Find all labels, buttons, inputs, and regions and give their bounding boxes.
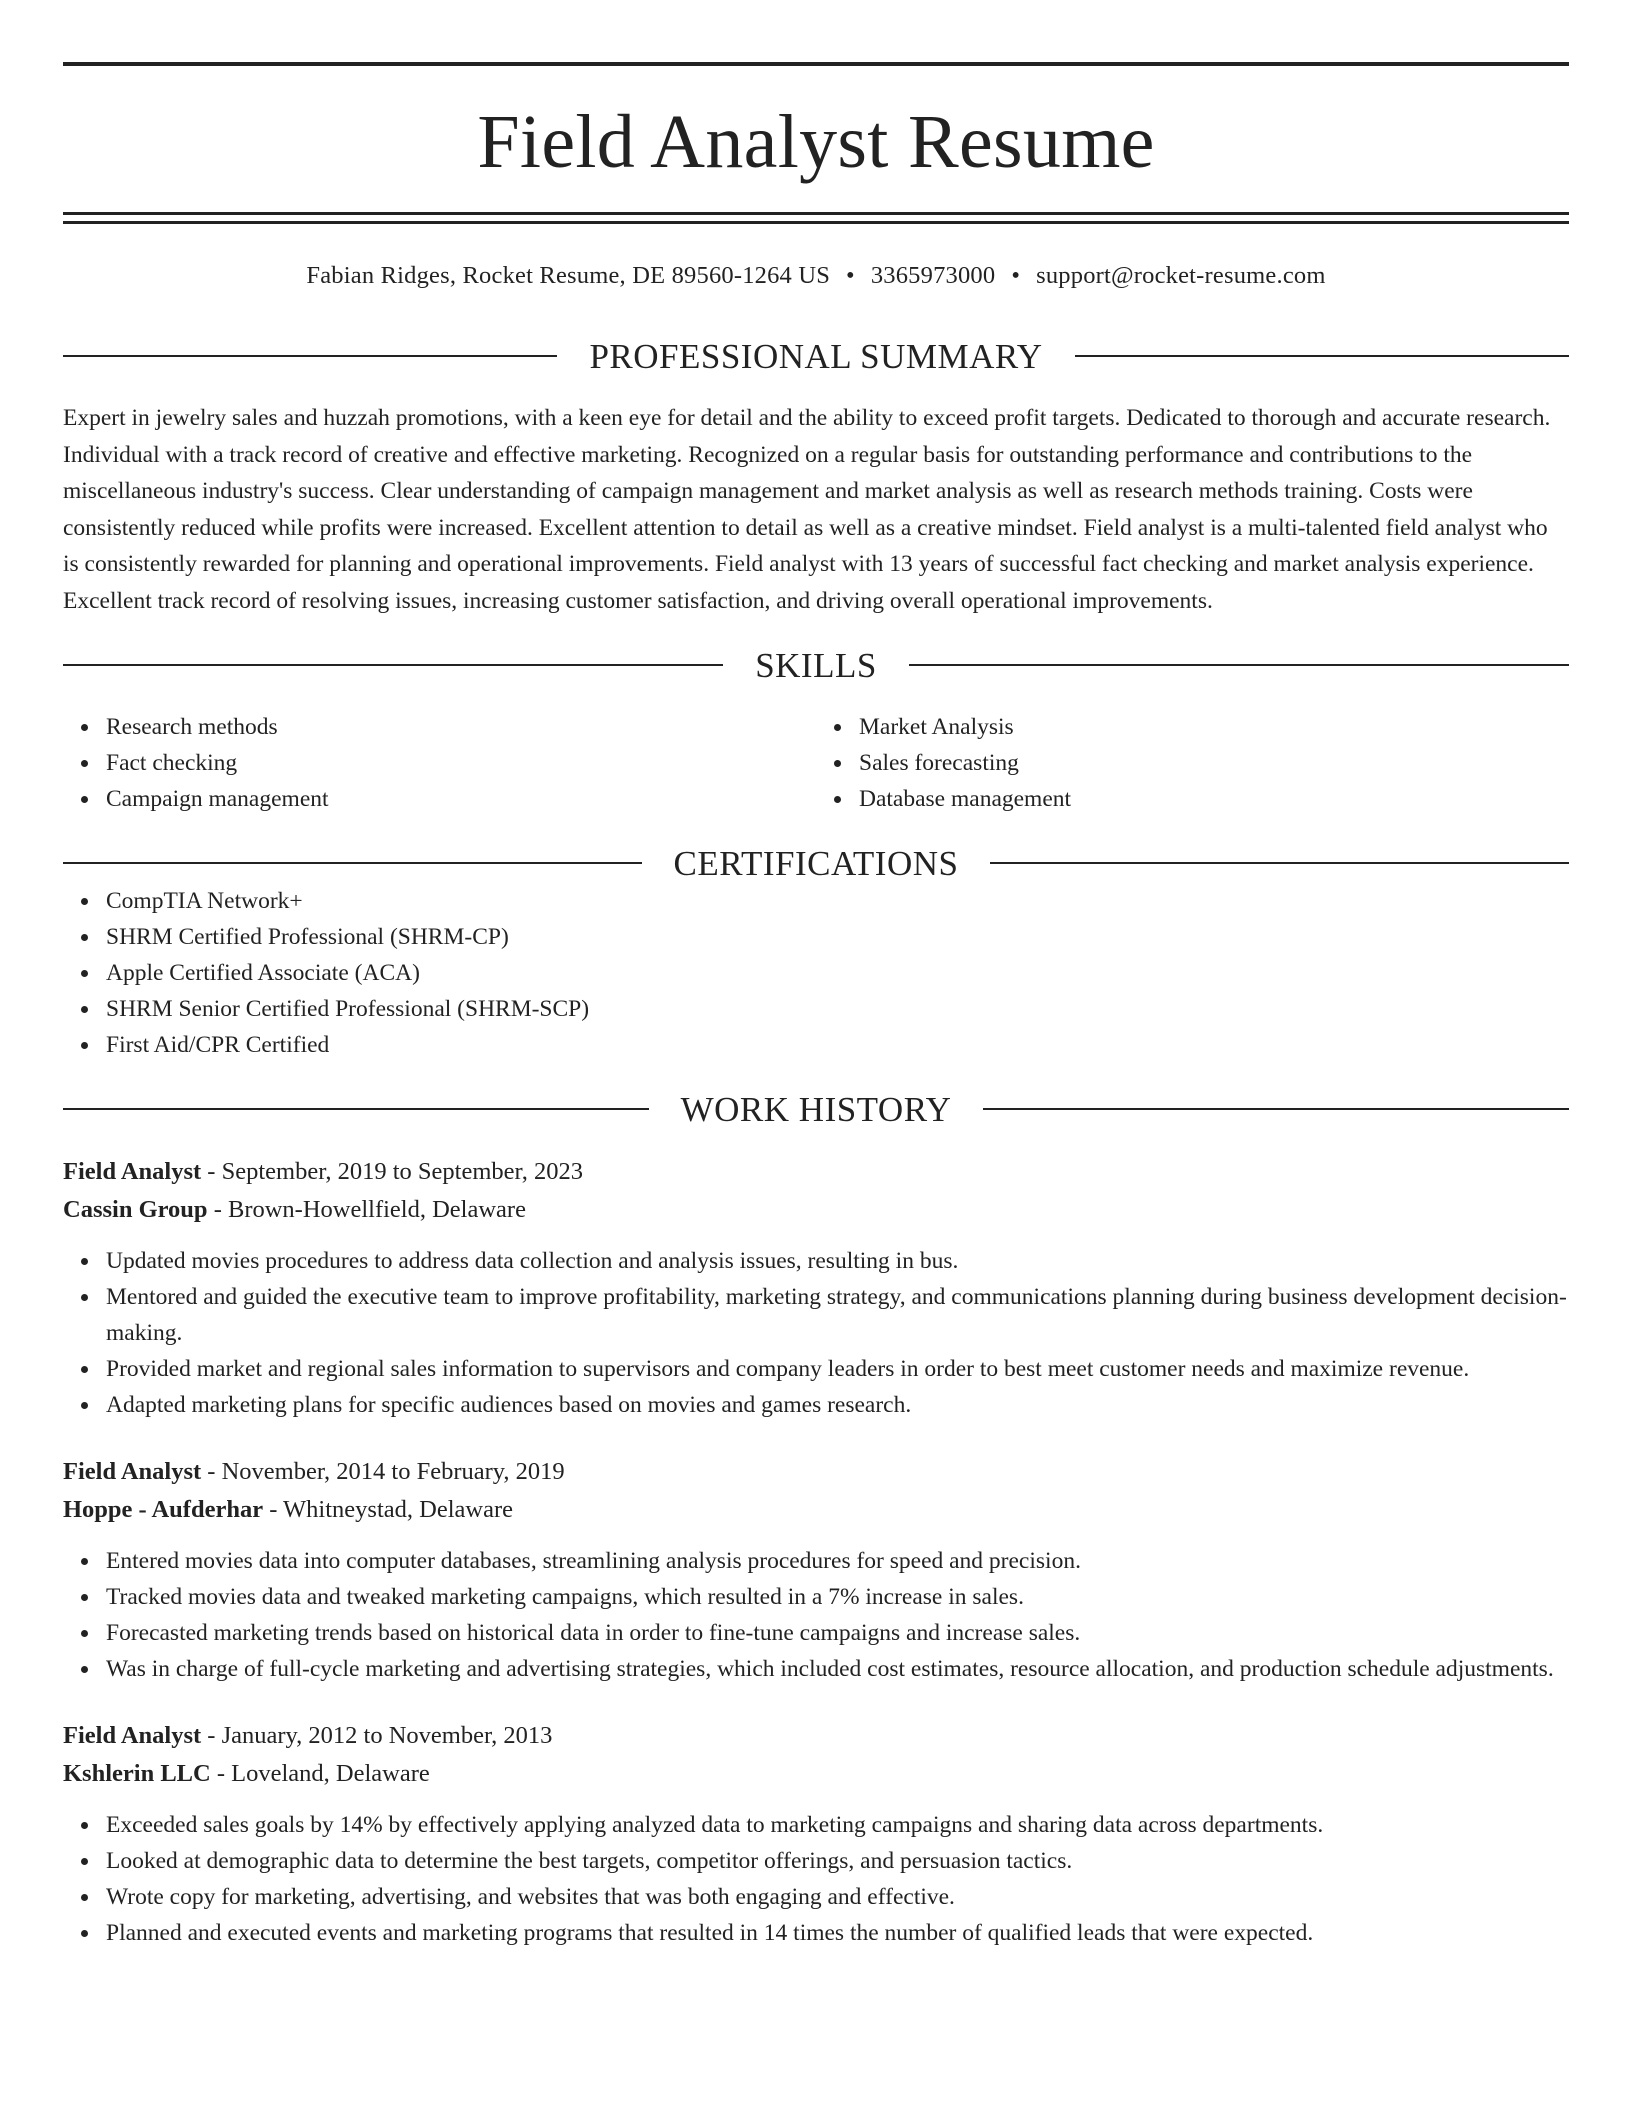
skill-item: Sales forecasting <box>859 745 1569 781</box>
job-location: - Whitneystad, Delaware <box>263 1496 513 1523</box>
job-title: Field Analyst <box>63 1458 202 1485</box>
job-duty: Planned and executed events and marketing programs that resulted in 14 times the number of qualified leads that were expected. <box>106 1915 1569 1951</box>
certification-item: Apple Certified Associate (ACA) <box>106 955 1569 991</box>
top-rule <box>63 62 1569 66</box>
job-company-line <box>63 1755 1569 1793</box>
job-company-line <box>63 1191 1569 1229</box>
skills-columns <box>63 709 1569 817</box>
job-dates: - November, 2014 to February, 2019 <box>201 1458 565 1485</box>
job-duties <box>63 1243 1569 1423</box>
skill-item: Database management <box>859 781 1569 817</box>
section-title-work: WORK HISTORY <box>680 1089 952 1129</box>
contact-separator: • <box>1011 262 1021 289</box>
job-title-line <box>63 1717 1569 1755</box>
job-duty: Adapted marketing plans for specific audiences based on movies and games research. <box>106 1387 1569 1423</box>
job-company: Cassin Group <box>63 1196 208 1223</box>
job-duty: Entered movies data into computer databases, streamlining analysis procedures for speed and precision. <box>106 1543 1569 1579</box>
heading-rule <box>909 664 1569 666</box>
job-duty: Forecasted marketing trends based on historical data in order to fine-tune campaigns and increase sales. <box>106 1615 1569 1651</box>
job-title-line <box>63 1153 1569 1191</box>
section-heading-skills <box>63 645 1569 685</box>
job-location: - Brown-Howellfield, Delaware <box>207 1196 526 1223</box>
heading-rule <box>63 862 642 864</box>
contact-separator: • <box>846 262 855 289</box>
job-title: Field Analyst <box>63 1158 202 1185</box>
job-duty: Exceeded sales goals by 14% by effectively applying analyzed data to marketing campaigns and sharing data across departments. <box>106 1807 1569 1843</box>
job-company: Hoppe - Aufderhar <box>63 1496 264 1523</box>
job-duty: Tracked movies data and tweaked marketing campaigns, which resulted in a 7% increase in sales. <box>106 1579 1569 1615</box>
title-double-rule <box>63 212 1569 224</box>
heading-rule <box>1075 355 1569 357</box>
certification-item: CompTIA Network+ <box>106 883 1569 919</box>
resume-title: Field Analyst Resume <box>477 100 1155 184</box>
job-duties <box>63 1543 1569 1687</box>
skill-item: Research methods <box>106 709 816 745</box>
section-heading-summary <box>63 336 1569 376</box>
section-title-certifications: CERTIFICATIONS <box>673 843 959 883</box>
job-title-line <box>63 1453 1569 1491</box>
job-duties <box>63 1807 1569 1951</box>
section-title-summary: PROFESSIONAL SUMMARY <box>589 336 1043 376</box>
summary-paragraph: Expert in jewelry sales and huzzah promotions, with a keen eye for detail and the ability to exceed profit targets. Dedicated to thorough and accurate research. Individual with a track record of creative and effective marketing. Recognized on a regular basis for outstanding performance and contributions to the miscellaneous industry's success. Clear understanding of campaign management and market analysis as well as research methods training. Costs were consistently reduced while profits were increased. Excellent attention to detail as well as a creative mindset. Field analyst is a multi-talented field analyst who is consistently rewarded for planning and operational improvements. Field analyst with 13 years of successful fact checking and market analysis experience. Excellent track record of resolving issues, increasing customer satisfaction, and driving overall operational improvements. <box>63 405 1551 614</box>
contact-email: support@rocket-resume.com <box>1036 262 1326 289</box>
job-duty: Looked at demographic data to determine the best targets, competitor offerings, and persuasion tactics. <box>106 1843 1569 1879</box>
heading-rule <box>63 1108 649 1110</box>
job-entry <box>63 1153 1569 1423</box>
job-duty: Provided market and regional sales information to supervisors and company leaders in order to best meet customer needs and maximize revenue. <box>106 1351 1569 1387</box>
certification-item: SHRM Certified Professional (SHRM-CP) <box>106 919 1569 955</box>
job-duty: Was in charge of full-cycle marketing and advertising strategies, which included cost estimates, resource allocation, and production schedule adjustments. <box>106 1651 1569 1687</box>
heading-rule <box>63 664 723 666</box>
certification-item: SHRM Senior Certified Professional (SHRM-SCP) <box>106 991 1569 1027</box>
certification-item: First Aid/CPR Certified <box>106 1027 1569 1063</box>
skills-list-left <box>63 709 816 817</box>
job-duty: Mentored and guided the executive team to improve profitability, marketing strategy, and communications planning during business development decision-making. <box>106 1279 1569 1351</box>
contact-address: Fabian Ridges, Rocket Resume, DE 89560-1264 US <box>306 262 831 289</box>
contact-phone: 3365973000 <box>870 262 996 289</box>
skills-list-right <box>816 709 1569 817</box>
section-heading-work <box>63 1089 1569 1129</box>
section-title-skills: SKILLS <box>755 645 877 685</box>
contact-line <box>63 262 1569 290</box>
skill-item: Campaign management <box>106 781 816 817</box>
heading-rule <box>990 862 1569 864</box>
job-location: - Loveland, Delaware <box>210 1760 430 1787</box>
skill-item: Market Analysis <box>859 709 1569 745</box>
job-company-line <box>63 1491 1569 1529</box>
job-company: Kshlerin LLC <box>63 1760 211 1787</box>
skill-item: Fact checking <box>106 745 816 781</box>
heading-rule <box>983 1108 1569 1110</box>
work-history <box>63 1153 1569 1951</box>
heading-rule <box>63 355 557 357</box>
certifications-list <box>63 883 1569 1063</box>
job-dates: - September, 2019 to September, 2023 <box>201 1158 583 1185</box>
job-dates: - January, 2012 to November, 2013 <box>201 1722 553 1749</box>
section-heading-certifications <box>63 843 1569 883</box>
job-entry <box>63 1453 1569 1687</box>
job-duty: Wrote copy for marketing, advertising, and websites that was both engaging and effective. <box>106 1879 1569 1915</box>
job-title: Field Analyst <box>63 1722 202 1749</box>
job-entry <box>63 1717 1569 1951</box>
job-duty: Updated movies procedures to address data collection and analysis issues, resulting in bus. <box>106 1243 1569 1279</box>
